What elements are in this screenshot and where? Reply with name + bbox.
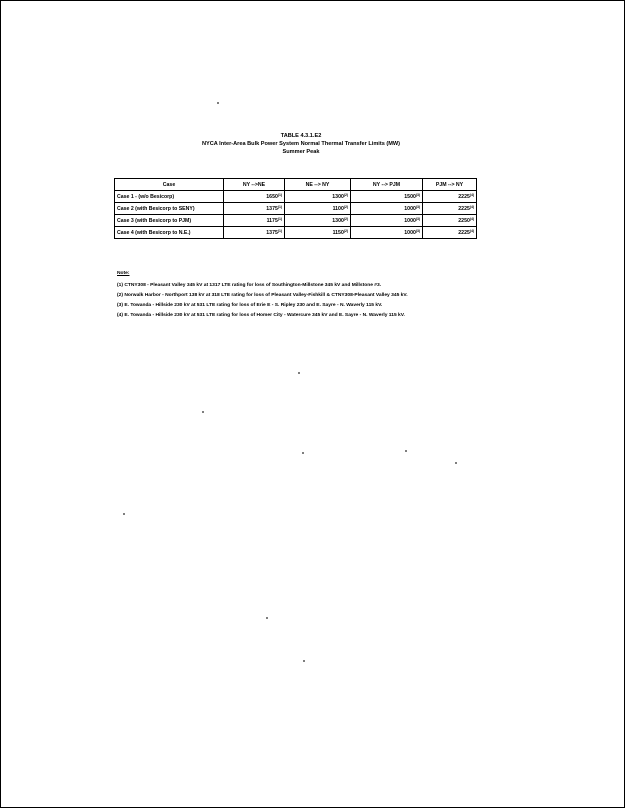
note-ref: (1) (277, 217, 282, 221)
limit-cell (224, 203, 285, 215)
limit-cell (351, 227, 423, 239)
table-row (115, 227, 477, 239)
case-label: Case 4 (with Besicorp to N.E.) (115, 227, 224, 239)
note-ref: (4) (469, 205, 474, 209)
table-header-row (115, 179, 477, 191)
notes-heading: Note: (117, 271, 130, 276)
note-ref: (2) (343, 193, 348, 197)
note-ref: (4) (469, 217, 474, 221)
limit-cell (351, 191, 423, 203)
limit-cell (224, 215, 285, 227)
note-ref: (3) (415, 193, 420, 197)
limit-value: 1375 (266, 230, 278, 236)
limit-value: 1500 (404, 194, 416, 200)
limit-value: 2225 (458, 194, 470, 200)
scan-speck (202, 411, 204, 413)
table-season: Summer Peak (282, 149, 320, 155)
scan-speck (123, 513, 125, 515)
limit-value: 1000 (404, 206, 416, 212)
scan-speck (302, 452, 304, 454)
note-ref: (3) (415, 217, 420, 221)
limit-cell (285, 203, 351, 215)
scan-speck (455, 462, 457, 464)
limit-cell (351, 215, 423, 227)
limit-cell (423, 191, 477, 203)
case-label: Case 2 (with Besicorp to SENY) (115, 203, 224, 215)
note-ref: (2) (343, 205, 348, 209)
limit-value: 1650 (266, 194, 278, 200)
table-row (115, 191, 477, 203)
col-header-ne-ny: NE --> NY (285, 179, 351, 191)
note-ref: (3) (415, 205, 420, 209)
limit-value: 1000 (404, 230, 416, 236)
note-ref: (1) (277, 193, 282, 197)
note-ref: (1) (277, 205, 282, 209)
table-title: TABLE 4.3.1.E2 (280, 133, 322, 139)
limit-value: 1300 (332, 194, 344, 200)
note-item: (4) E. Towanda - Hillside 230 kV at 531 LTE rating for loss of Homer City - Watercure 345 kV and E. Sayre - N. Waverly 115 kV. (117, 313, 405, 318)
limit-value: 1375 (266, 206, 278, 212)
col-header-ny-ne: NY -->NE (224, 179, 285, 191)
limit-cell (423, 227, 477, 239)
limit-value: 1000 (404, 218, 416, 224)
table-row (115, 215, 477, 227)
col-header-case: Case (115, 179, 224, 191)
note-item: (3) E. Towanda - Hillside 230 kV at 531 LTE rating for loss of Erie E - S. Ripley 230 and E. Sayre - N. Waverly 115 kV. (117, 303, 383, 308)
case-label: Case 1 - (w/o Besicorp) (115, 191, 224, 203)
note-ref: (1) (277, 229, 282, 233)
limit-cell (423, 203, 477, 215)
note-ref: (2) (343, 217, 348, 221)
limit-cell (285, 227, 351, 239)
limit-cell (224, 227, 285, 239)
limit-value: 1100 (332, 206, 344, 212)
limit-value: 1150 (332, 230, 344, 236)
note-ref: (2) (343, 229, 348, 233)
scan-speck (217, 102, 219, 104)
limit-value: 1175 (266, 218, 278, 224)
scan-speck (303, 660, 305, 662)
limit-cell (423, 215, 477, 227)
scan-speck (266, 617, 268, 619)
note-ref: (3) (415, 229, 420, 233)
limit-value: 2225 (458, 206, 470, 212)
table-subtitle: NYCA Inter-Area Bulk Power System Normal Thermal Transfer Limits (MW) (201, 141, 401, 147)
table-title-block (1, 132, 601, 156)
note-item: (1) CTNY308 - Pleasant Valley 345 kV at 1317 LTE rating for loss of Southington-Millstone 345 kV and Millstone #3. (117, 283, 382, 288)
note-ref: (4) (469, 229, 474, 233)
table-row (115, 203, 477, 215)
scan-speck (405, 450, 407, 452)
scan-speck (298, 372, 300, 374)
case-label: Case 3 (with Besicorp to PJM) (115, 215, 224, 227)
note-item: (2) Norwalk Harbor - Northport 138 kV at 318 LTE rating for loss of Pleasant Valley-Fishkill & CTNY308-Pleasant Valley 345 kV. (117, 293, 408, 298)
limit-value: 1300 (332, 218, 344, 224)
transfer-limits-table (114, 178, 477, 239)
limit-value: 2250 (458, 218, 470, 224)
col-header-pjm-ny: PJM --> NY (423, 179, 477, 191)
limit-cell (351, 203, 423, 215)
col-header-ny-pjm: NY --> PJM (351, 179, 423, 191)
limit-value: 2225 (458, 230, 470, 236)
limit-cell (224, 191, 285, 203)
notes-section (117, 271, 537, 321)
limit-cell (285, 191, 351, 203)
limit-cell (285, 215, 351, 227)
note-ref: (4) (469, 193, 474, 197)
